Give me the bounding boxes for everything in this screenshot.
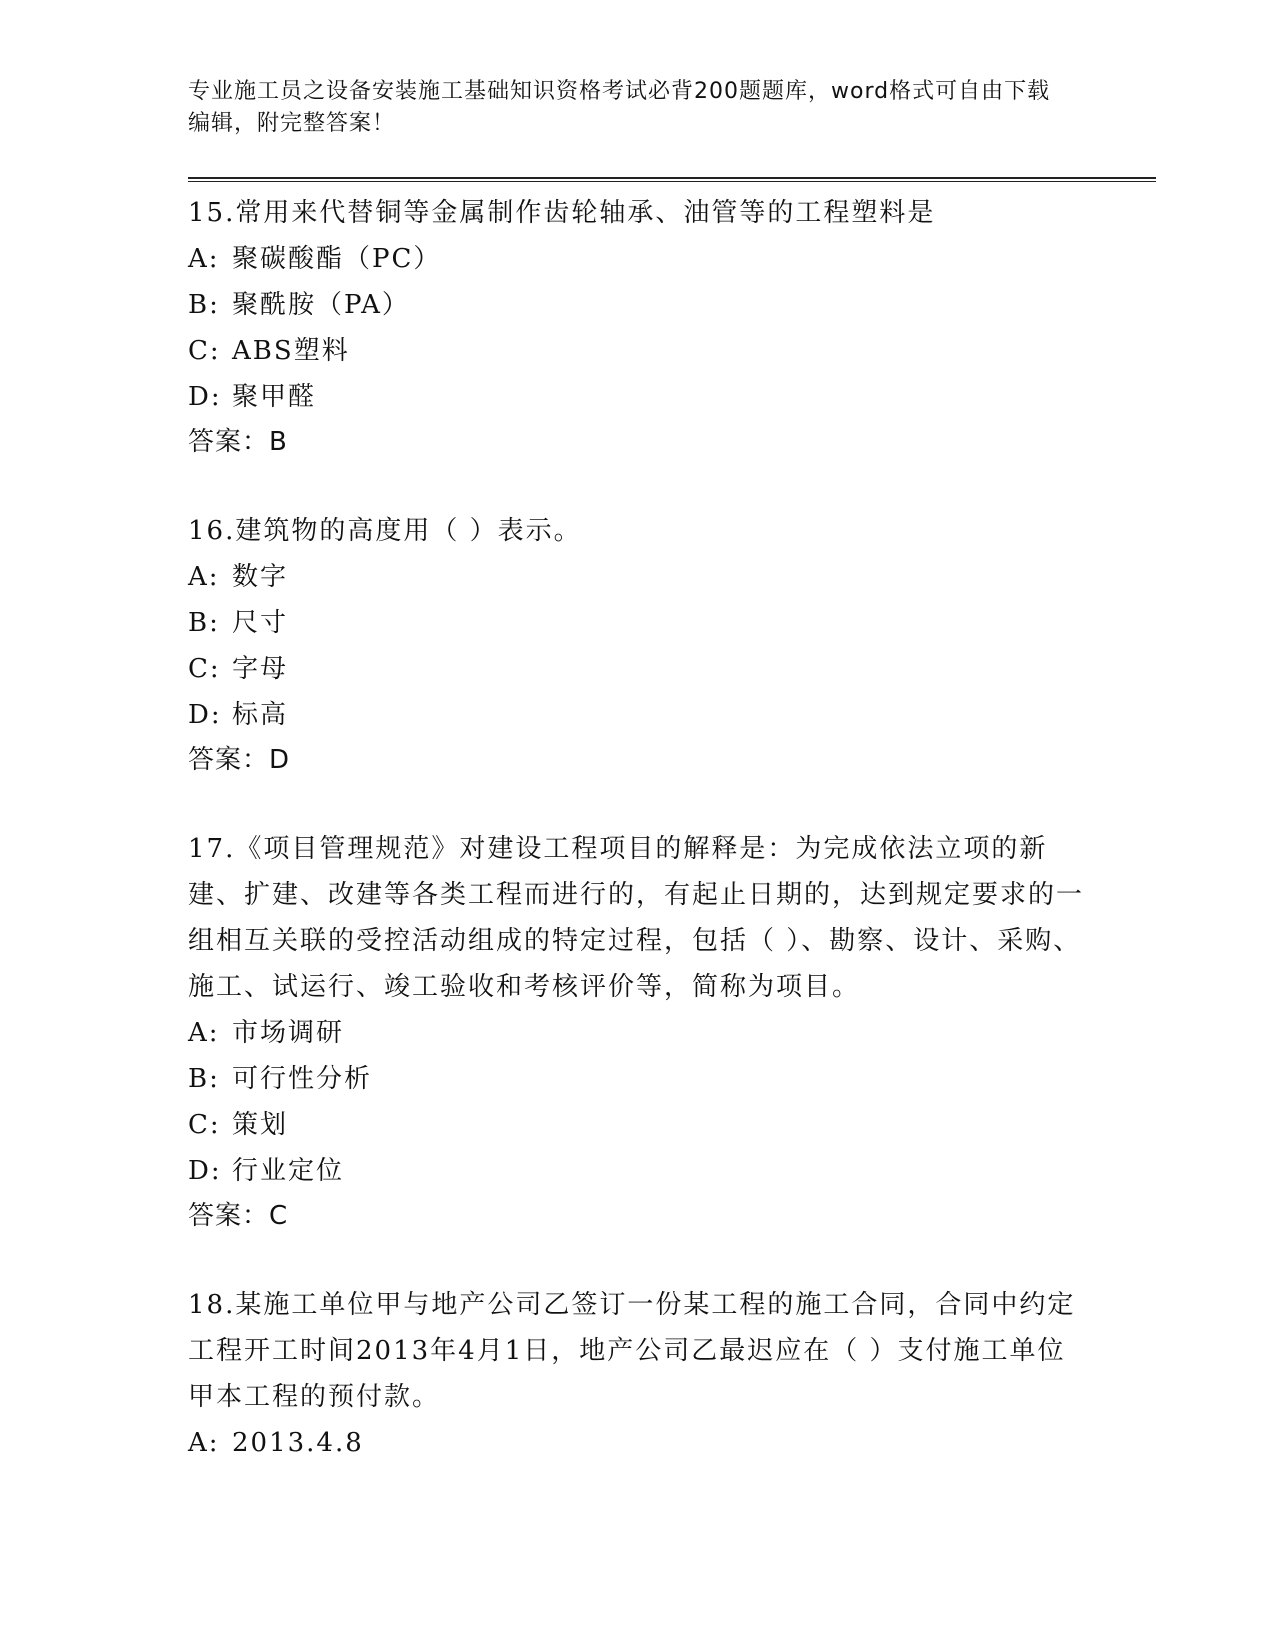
option-text: 市场调研 xyxy=(232,1018,345,1048)
option-letter: A: xyxy=(188,1018,220,1048)
option-text: ABS塑料 xyxy=(232,336,350,366)
option-letter: B: xyxy=(188,1064,220,1094)
option-text: 可行性分析 xyxy=(232,1064,373,1094)
option-b xyxy=(188,600,1088,646)
option-letter: D: xyxy=(188,1156,222,1186)
question-stem: 15.常用来代替铜等金属制作齿轮轴承、油管等的工程塑料是 xyxy=(188,198,936,228)
option-letter: D: xyxy=(188,700,222,730)
option-letter: B: xyxy=(188,608,220,638)
question-list xyxy=(188,190,1088,1510)
option-a xyxy=(188,236,1088,282)
question-stem: 17.《项目管理规范》对建设工程项目的解释是：为完成依法立项的新建、扩建、改建等各类工程而进行的，有起止日期的，达到规定要求的一组相互关联的受控活动组成的特定过程，包括（ ）、勘察、设计、采购、施工、试运行、竣工验收和考核评价等，简称为项目。 xyxy=(188,834,1085,1002)
option-d xyxy=(188,374,1088,420)
option-b xyxy=(188,282,1088,328)
option-a xyxy=(188,1010,1088,1056)
option-letter: C: xyxy=(188,336,221,366)
option-a xyxy=(188,1420,1088,1466)
option-text: 行业定位 xyxy=(232,1156,345,1186)
option-text: 字母 xyxy=(232,654,289,684)
option-letter: A: xyxy=(188,1428,220,1458)
answer-line: 答案：C xyxy=(188,1201,289,1231)
option-text: 2013.4.8 xyxy=(232,1428,364,1458)
option-letter: A: xyxy=(188,244,220,274)
option-text: 数字 xyxy=(232,562,289,592)
answer-line: 答案：B xyxy=(188,427,288,457)
question-stem: 18.某施工单位甲与地产公司乙签订一份某工程的施工合同，合同中约定工程开工时间2013年4月1日，地产公司乙最迟应在（ ）支付施工单位甲本工程的预付款。 xyxy=(188,1290,1076,1412)
option-text: 聚碳酸酯（PC） xyxy=(232,244,442,274)
question-18 xyxy=(188,1282,1088,1466)
option-letter: C: xyxy=(188,654,221,684)
question-17 xyxy=(188,826,1088,1238)
option-c xyxy=(188,328,1088,374)
option-letter: D: xyxy=(188,382,222,412)
option-text: 聚酰胺（PA） xyxy=(232,290,410,320)
option-d xyxy=(188,1148,1088,1194)
option-c xyxy=(188,1102,1088,1148)
option-letter: B: xyxy=(188,290,220,320)
option-text: 聚甲醛 xyxy=(232,382,317,412)
option-text: 策划 xyxy=(232,1110,289,1140)
option-b xyxy=(188,1056,1088,1102)
option-text: 尺寸 xyxy=(232,608,289,638)
question-stem: 16.建筑物的高度用（ ）表示。 xyxy=(188,516,582,546)
document-header-intro: 专业施工员之设备安装施工基础知识资格考试必背200题题库，word格式可自由下载编辑，附完整答案！ xyxy=(188,79,1051,136)
option-letter: A: xyxy=(188,562,220,592)
option-text: 标高 xyxy=(232,700,289,730)
option-d xyxy=(188,692,1088,738)
option-c xyxy=(188,646,1088,692)
question-15 xyxy=(188,190,1088,464)
answer-line: 答案：D xyxy=(188,745,291,775)
question-16 xyxy=(188,508,1088,782)
option-a xyxy=(188,554,1088,600)
header-divider xyxy=(188,177,1156,182)
option-letter: C: xyxy=(188,1110,221,1140)
